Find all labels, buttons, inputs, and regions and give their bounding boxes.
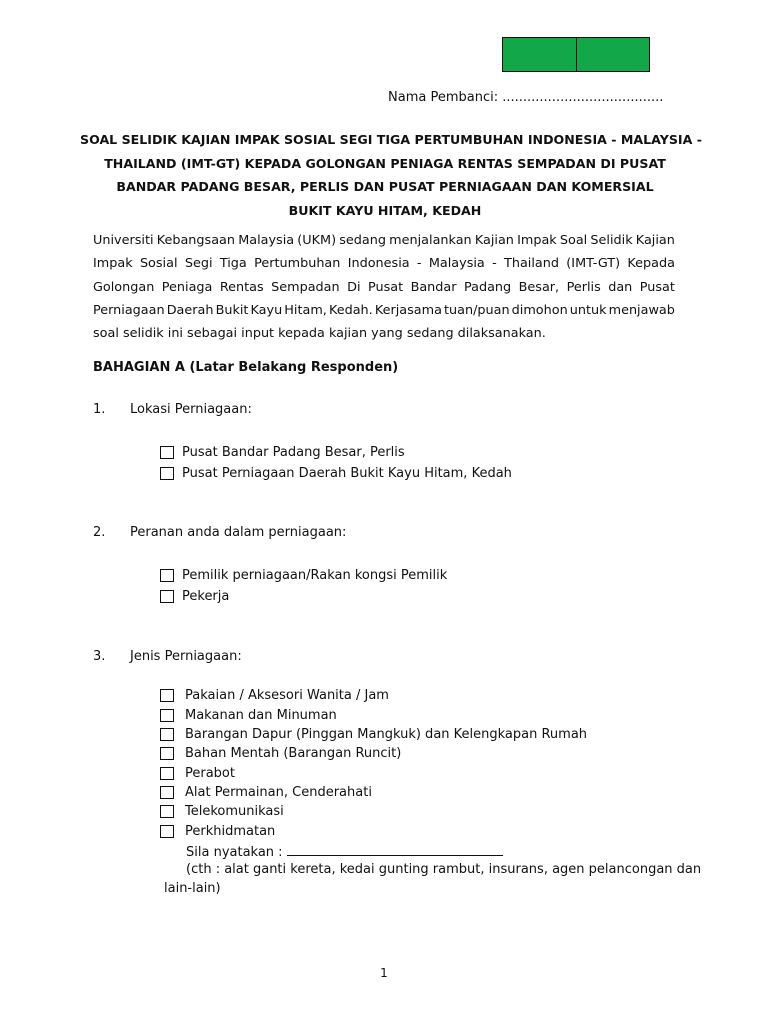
option-kitchenware[interactable] bbox=[160, 725, 587, 743]
specify-row bbox=[186, 843, 503, 860]
intro-word: Impak bbox=[517, 233, 557, 248]
intro-word: dan bbox=[608, 279, 633, 295]
question-text: Lokasi Perniagaan: bbox=[130, 402, 252, 417]
intro-word: Kepada bbox=[627, 256, 675, 272]
intro-line bbox=[93, 229, 675, 252]
checkbox[interactable] bbox=[160, 689, 174, 702]
example-line: (cth : alat ganti kereta, kedai gunting rambut, insurans, agen pelancongan dan bbox=[186, 862, 702, 877]
intro-word: (UKM) bbox=[297, 233, 337, 248]
option-label: Bahan Mentah (Barangan Runcit) bbox=[185, 745, 402, 761]
option-padang-besar[interactable] bbox=[160, 443, 405, 461]
intro-word: Tiga bbox=[219, 256, 247, 272]
question-number: 3. bbox=[93, 649, 106, 664]
question-number: 2. bbox=[93, 525, 106, 540]
checkbox[interactable] bbox=[160, 747, 174, 760]
option-label: Pekerja bbox=[182, 588, 230, 604]
intro-word: Segi bbox=[184, 256, 213, 272]
intro-word: - bbox=[492, 256, 497, 272]
intro-word: Padang bbox=[463, 279, 512, 295]
checkbox[interactable] bbox=[160, 786, 174, 799]
intro-word: Malaysia bbox=[238, 233, 295, 248]
intro-word: Perlis bbox=[566, 279, 601, 295]
title-line: SOAL SELIDIK KAJIAN IMPAK SOSIAL SEGI TIGA PERTUMBUHAN INDONESIA - MALAYSIA - bbox=[80, 132, 702, 147]
intro-word: Universiti bbox=[93, 233, 154, 248]
option-label: Pusat Bandar Padang Besar, Perlis bbox=[182, 444, 405, 460]
intro-word: Pusat bbox=[367, 279, 404, 295]
intro-word: Kayu bbox=[250, 302, 283, 318]
intro-word: Bandar bbox=[410, 279, 457, 295]
option-label: Pemilik perniagaan/Rakan kongsi Pemilik bbox=[182, 567, 448, 583]
intro-line bbox=[93, 252, 675, 275]
intro-word: Peniaga bbox=[161, 279, 213, 295]
checkbox[interactable] bbox=[160, 805, 174, 818]
option-worker[interactable] bbox=[160, 587, 229, 605]
specify-input[interactable] bbox=[287, 843, 503, 856]
question-number: 1. bbox=[93, 402, 106, 417]
intro-word: - bbox=[416, 256, 422, 272]
section-a-heading: BAHAGIAN A (Latar Belakang Responden) bbox=[93, 360, 399, 375]
intro-word: Pertumbuhan bbox=[254, 256, 341, 272]
intro-word: sedang bbox=[339, 233, 386, 248]
intro-word: dimohon bbox=[511, 302, 568, 318]
intro-word: Daerah bbox=[166, 302, 214, 318]
intro-word: menjalankan bbox=[389, 233, 472, 248]
intro-word: Malaysia bbox=[428, 256, 485, 272]
title-line: BUKIT KAYU HITAM, KEDAH bbox=[288, 202, 482, 218]
option-bukit-kayu-hitam[interactable] bbox=[160, 464, 512, 482]
title-line: THAILAND (IMT-GT) KEPADA GOLONGAN PENIAGA RENTAS SEMPADAN DI PUSAT bbox=[104, 155, 666, 171]
checkbox[interactable] bbox=[160, 728, 174, 741]
respondent-code-box[interactable] bbox=[502, 37, 650, 72]
question-text: Jenis Perniagaan: bbox=[130, 649, 242, 664]
intro-word: Golongan bbox=[93, 279, 155, 295]
option-clothing[interactable] bbox=[160, 686, 389, 704]
intro-paragraph bbox=[93, 229, 675, 345]
checkbox[interactable] bbox=[160, 590, 174, 603]
intro-word: Perniagaan bbox=[93, 302, 165, 318]
option-label: Pakaian / Aksesori Wanita / Jam bbox=[185, 687, 389, 703]
intro-word: Sempadan bbox=[271, 279, 340, 295]
option-toys-souvenirs[interactable] bbox=[160, 783, 372, 801]
checkbox[interactable] bbox=[160, 825, 174, 838]
intro-word: Kajian bbox=[635, 233, 675, 248]
option-owner[interactable] bbox=[160, 566, 447, 584]
checkbox[interactable] bbox=[160, 767, 174, 780]
intro-line bbox=[93, 299, 675, 322]
option-label: Telekomunikasi bbox=[185, 803, 284, 819]
code-box-cell[interactable] bbox=[576, 38, 650, 71]
intro-word: menjawab bbox=[608, 302, 675, 318]
checkbox[interactable] bbox=[160, 569, 174, 582]
option-label: Makanan dan Minuman bbox=[185, 707, 337, 723]
question-text: Peranan anda dalam perniagaan: bbox=[130, 525, 347, 540]
intro-word: Rentas bbox=[219, 279, 264, 295]
intro-word: tuan/puan bbox=[444, 302, 510, 318]
intro-word: Indonesia bbox=[347, 256, 410, 272]
intro-line bbox=[93, 276, 675, 299]
intro-word: Kebangsaan bbox=[156, 233, 236, 248]
intro-word: Kedah. bbox=[328, 302, 373, 318]
option-services[interactable] bbox=[160, 822, 275, 840]
option-furniture[interactable] bbox=[160, 764, 235, 782]
title-line: BANDAR PADANG BESAR, PERLIS DAN PUSAT PERNIAGAAN DAN KOMERSIAL bbox=[116, 179, 654, 194]
option-raw-materials[interactable] bbox=[160, 744, 401, 762]
document-title bbox=[80, 128, 702, 222]
specify-label: Sila nyatakan : bbox=[186, 845, 283, 860]
option-label: Pusat Perniagaan Daerah Bukit Kayu Hitam, Kedah bbox=[182, 465, 512, 481]
page-number: 1 bbox=[380, 966, 388, 980]
example-line: lain-lain) bbox=[164, 881, 221, 896]
intro-word: Soal bbox=[559, 233, 588, 248]
option-label: Alat Permainan, Cenderahati bbox=[185, 784, 372, 800]
option-telecommunication[interactable] bbox=[160, 802, 284, 820]
intro-word: Kajian bbox=[474, 233, 514, 248]
code-box-cell[interactable] bbox=[503, 38, 576, 71]
intro-word: Thailand bbox=[504, 256, 559, 272]
intro-word: untuk bbox=[569, 302, 607, 318]
checkbox[interactable] bbox=[160, 709, 174, 722]
intro-word: Kerjasama bbox=[374, 302, 442, 318]
intro-word: Selidik bbox=[590, 233, 633, 248]
option-food[interactable] bbox=[160, 706, 337, 724]
intro-line: soal selidik ini sebagai input kepada kajian yang sedang dilaksanakan. bbox=[93, 326, 546, 342]
intro-word: Pusat bbox=[639, 279, 675, 295]
intro-word: Hitam, bbox=[284, 302, 327, 318]
intro-word: Besar, bbox=[518, 279, 560, 295]
intro-word: Impak bbox=[93, 256, 133, 272]
option-label: Barangan Dapur (Pinggan Mangkuk) dan Kelengkapan Rumah bbox=[185, 726, 588, 742]
intro-word: Di bbox=[347, 279, 361, 295]
intro-word: (IMT-GT) bbox=[566, 256, 621, 272]
intro-word: Bukit bbox=[215, 302, 249, 318]
option-label: Perkhidmatan bbox=[185, 823, 276, 839]
intro-word: Sosial bbox=[139, 256, 178, 272]
checkbox[interactable] bbox=[160, 446, 174, 459]
checkbox[interactable] bbox=[160, 467, 174, 480]
enumerator-name-field[interactable]: Nama Pembanci: ....................................... bbox=[388, 90, 664, 105]
option-label: Perabot bbox=[185, 765, 235, 781]
